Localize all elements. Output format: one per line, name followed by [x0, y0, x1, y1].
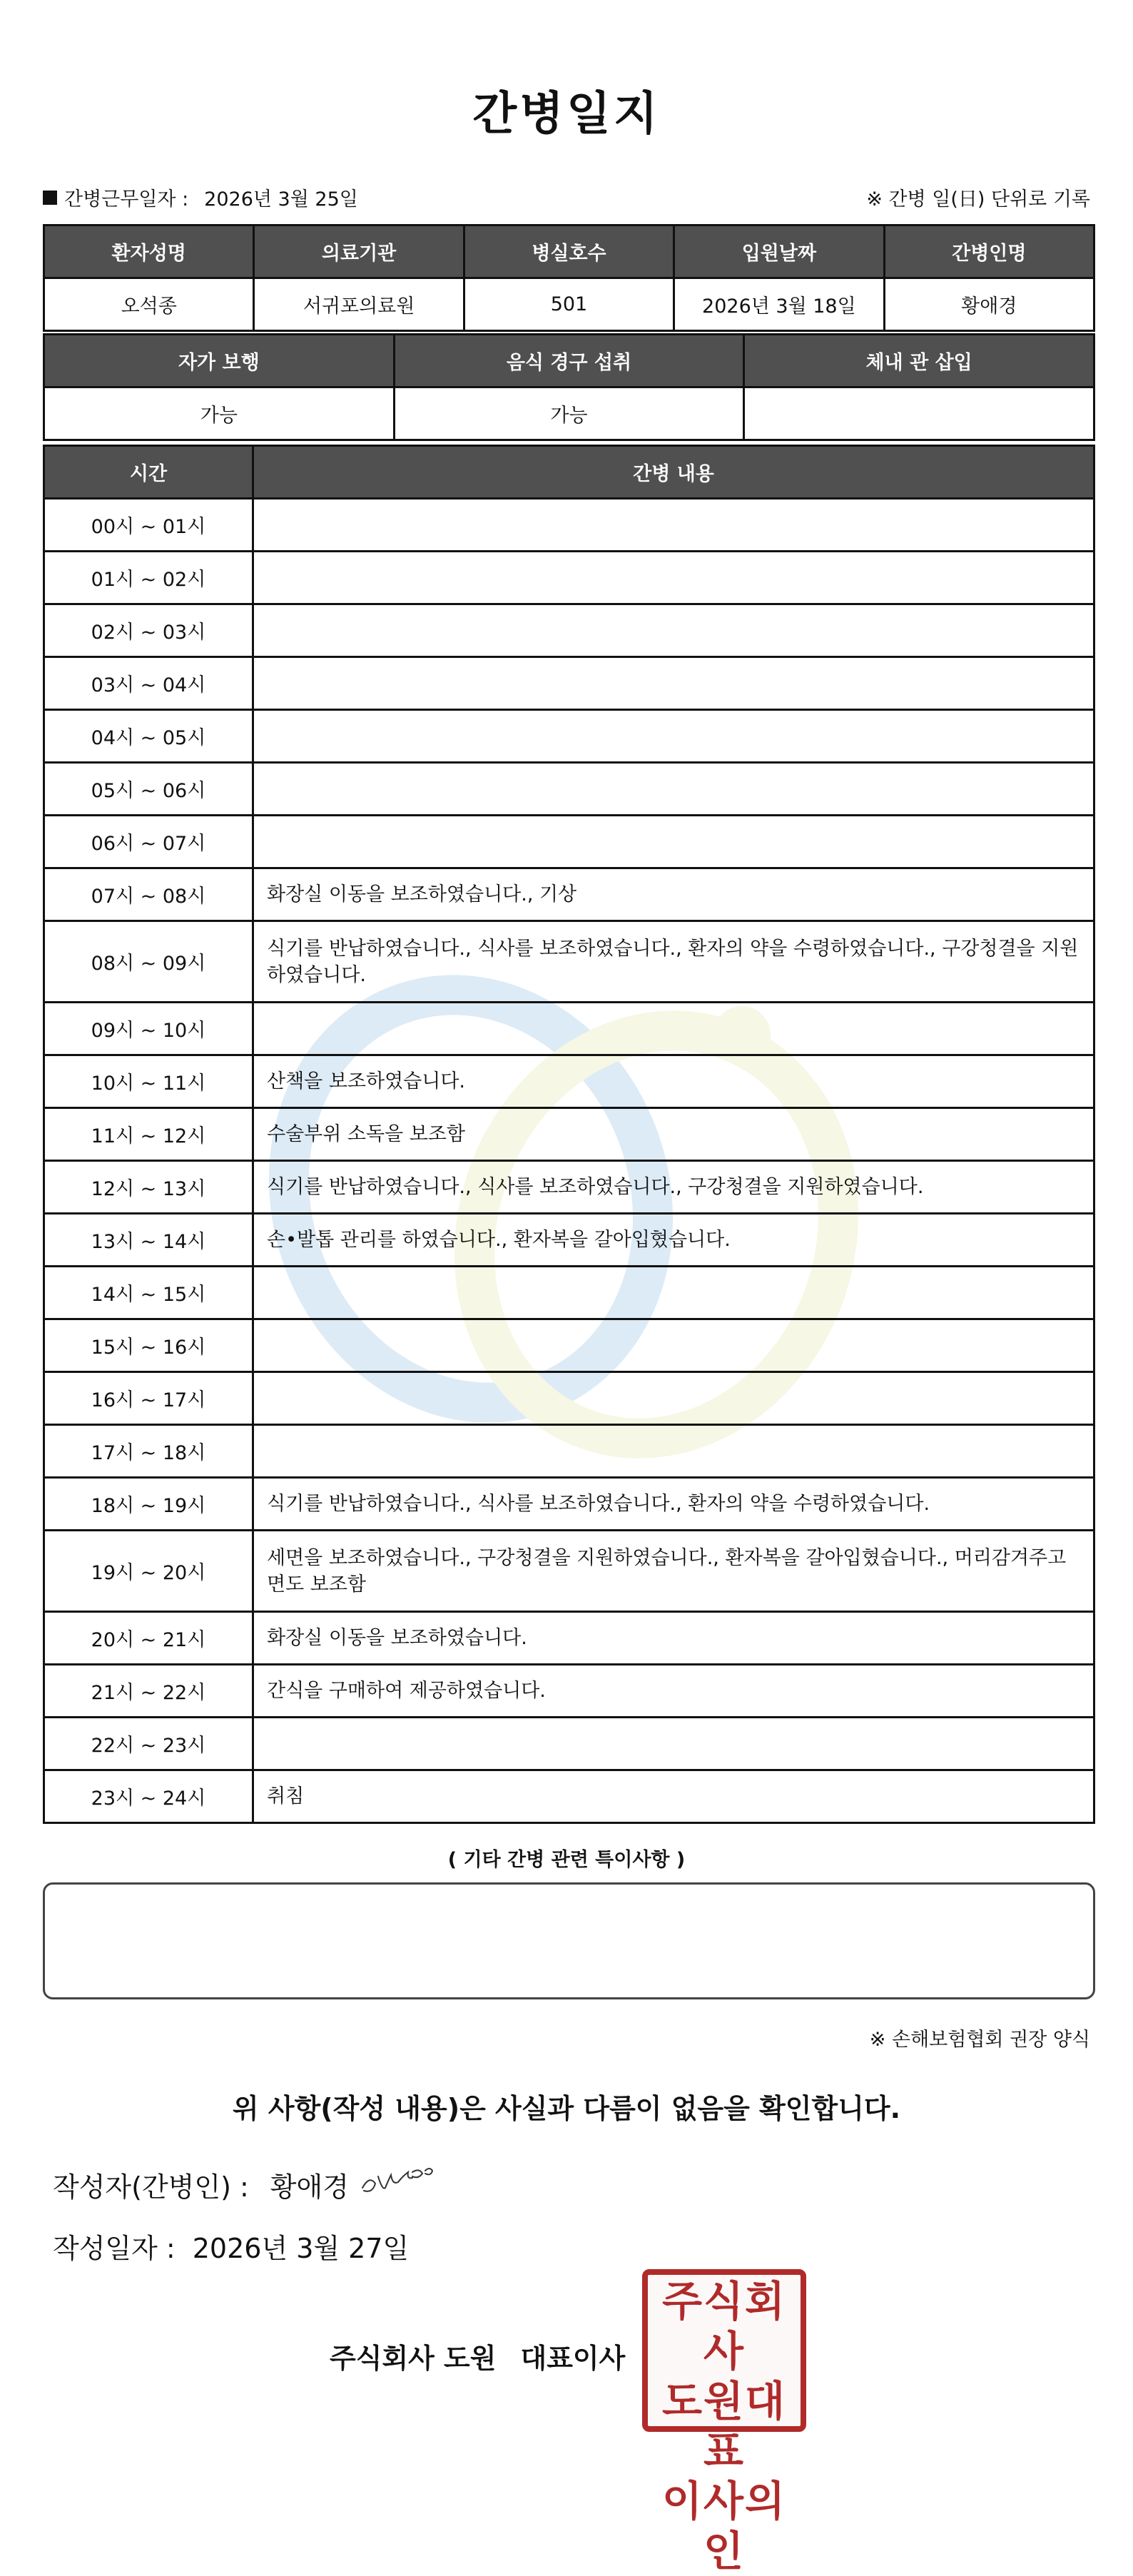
log-note[interactable]	[253, 710, 1094, 763]
header-oral-intake: 음식 경구 섭취	[394, 335, 744, 387]
log-note[interactable]	[253, 1372, 1094, 1425]
write-date-row	[53, 2226, 409, 2266]
log-note[interactable]	[253, 816, 1094, 868]
log-note[interactable]: 식기를 반납하였습니다., 식사를 보조하였습니다., 구강청결을 지원하였습니다.	[253, 1161, 1094, 1214]
log-row	[44, 552, 1094, 604]
work-date-label: 간병근무일자 :	[64, 188, 189, 211]
log-time: 14시 ~ 15시	[44, 1267, 253, 1319]
log-note[interactable]	[253, 1267, 1094, 1319]
log-time: 21시 ~ 22시	[44, 1665, 253, 1718]
log-note[interactable]	[253, 499, 1094, 552]
caregiver-name: 황애경	[884, 278, 1094, 331]
log-row	[44, 1531, 1094, 1612]
log-row	[44, 1214, 1094, 1267]
page-title: 간병일지	[472, 88, 661, 141]
log-time: 15시 ~ 16시	[44, 1319, 253, 1372]
log-time: 06시 ~ 07시	[44, 816, 253, 868]
log-note[interactable]: 수술부위 소독을 보조함	[253, 1108, 1094, 1161]
header-time: 시간	[44, 446, 253, 499]
log-row	[44, 1770, 1094, 1823]
log-time: 01시 ~ 02시	[44, 552, 253, 604]
log-note[interactable]: 손•발톱 관리를 하였습니다., 환자복을 갈아입혔습니다.	[253, 1214, 1094, 1267]
log-row	[44, 1055, 1094, 1108]
seal-line: 도원대표	[661, 2377, 787, 2475]
daily-record-note: ※ 간병 일(日) 단위로 기록	[866, 188, 1090, 211]
log-row	[44, 1372, 1094, 1425]
patient-info-table	[43, 224, 1095, 332]
log-time: 02시 ~ 03시	[44, 604, 253, 657]
log-time: 16시 ~ 17시	[44, 1372, 253, 1425]
log-time: 07시 ~ 08시	[44, 868, 253, 921]
log-note[interactable]: 식기를 반납하였습니다., 식사를 보조하였습니다., 환자의 약을 수령하였습니다., 구강청결을 지원하였습니다.	[253, 921, 1094, 1003]
log-row	[44, 1478, 1094, 1531]
log-row	[44, 1612, 1094, 1665]
header-room: 병실호수	[464, 225, 674, 278]
log-note[interactable]	[253, 1319, 1094, 1372]
special-notes-box[interactable]	[43, 1882, 1095, 1999]
seal-line: 이사의인	[661, 2477, 787, 2575]
log-row	[44, 657, 1094, 710]
log-note[interactable]	[253, 1425, 1094, 1478]
tube-insertion-value	[744, 387, 1094, 440]
log-note[interactable]	[253, 1718, 1094, 1770]
log-note[interactable]: 세면을 보조하였습니다., 구강청결을 지원하였습니다., 환자복을 갈아입혔습니다., 머리감겨주고 면도 보조함	[253, 1531, 1094, 1612]
log-note[interactable]: 취침	[253, 1770, 1094, 1823]
log-time: 05시 ~ 06시	[44, 763, 253, 816]
log-note[interactable]	[253, 657, 1094, 710]
log-time: 13시 ~ 14시	[44, 1214, 253, 1267]
log-row	[44, 868, 1094, 921]
header-admission-date: 입원날짜	[674, 225, 884, 278]
header-patient-name: 환자성명	[44, 225, 254, 278]
log-note[interactable]: 간식을 구매하여 제공하였습니다.	[253, 1665, 1094, 1718]
log-time: 18시 ~ 19시	[44, 1478, 253, 1531]
log-row	[44, 763, 1094, 816]
header-tube-insertion: 체내 관 삽입	[744, 335, 1094, 387]
log-time: 22시 ~ 23시	[44, 1718, 253, 1770]
log-row	[44, 710, 1094, 763]
log-row	[44, 1665, 1094, 1718]
log-time: 04시 ~ 05시	[44, 710, 253, 763]
log-row	[44, 816, 1094, 868]
log-row	[44, 1161, 1094, 1214]
patient-status-table	[43, 333, 1095, 441]
log-time: 03시 ~ 04시	[44, 657, 253, 710]
company-seal-stamp	[642, 2269, 806, 2575]
log-row	[44, 1108, 1094, 1161]
log-time: 20시 ~ 21시	[44, 1612, 253, 1665]
company-row	[330, 2336, 625, 2375]
log-note[interactable]	[253, 763, 1094, 816]
company-name: 주식회사 도원	[330, 2343, 497, 2374]
admission-date: 2026년 3월 18일	[674, 278, 884, 331]
special-notes-title: ( 기타 간병 관련 특이사항 )	[447, 1849, 686, 1871]
log-time: 09시 ~ 10시	[44, 1003, 253, 1055]
ceo-label: 대표이사	[520, 2343, 626, 2374]
log-row	[44, 604, 1094, 657]
work-date: 2026년 3월 25일	[204, 188, 358, 211]
log-time: 19시 ~ 20시	[44, 1531, 253, 1612]
log-time: 11시 ~ 12시	[44, 1108, 253, 1161]
care-log-rows	[44, 499, 1094, 1823]
work-date-row	[43, 183, 358, 211]
header-care-content: 간병 내용	[253, 446, 1094, 499]
form-source-note: ※ 손해보험협회 권장 양식	[869, 2029, 1090, 2051]
handwritten-signature	[357, 2155, 471, 2205]
writer-row	[53, 2165, 349, 2204]
log-row	[44, 1718, 1094, 1770]
log-note[interactable]: 화장실 이동을 보조하였습니다., 기상	[253, 868, 1094, 921]
writer-label: 작성자(간병인) :	[53, 2171, 249, 2203]
log-row	[44, 921, 1094, 1003]
confirmation-statement: 위 사항(작성 내용)은 사실과 다름이 없음을 확인합니다.	[232, 2093, 901, 2124]
log-note[interactable]	[253, 552, 1094, 604]
header-hospital: 의료기관	[254, 225, 464, 278]
write-date-label: 작성일자 :	[53, 2233, 176, 2264]
hospital: 서귀포의료원	[254, 278, 464, 331]
writer-name: 황애경	[270, 2171, 349, 2203]
log-time: 08시 ~ 09시	[44, 921, 253, 1003]
log-row	[44, 1425, 1094, 1478]
write-date-value: 2026년 3월 27일	[192, 2233, 410, 2264]
header-caregiver-name: 간병인명	[884, 225, 1094, 278]
seal-line: 주식회사	[661, 2277, 787, 2375]
patient-name: 오석종	[44, 278, 254, 331]
square-bullet-icon	[43, 191, 57, 205]
header-self-walking: 자가 보행	[44, 335, 395, 387]
log-note[interactable]: 식기를 반납하였습니다., 식사를 보조하였습니다., 환자의 약을 수령하였습니다.	[253, 1478, 1094, 1531]
log-time: 10시 ~ 11시	[44, 1055, 253, 1108]
log-note[interactable]	[253, 1003, 1094, 1055]
log-note[interactable]	[253, 604, 1094, 657]
log-note[interactable]: 산책을 보조하였습니다.	[253, 1055, 1094, 1108]
log-row	[44, 1003, 1094, 1055]
log-time: 17시 ~ 18시	[44, 1425, 253, 1478]
log-row	[44, 1267, 1094, 1319]
self-walking-value: 가능	[44, 387, 395, 440]
oral-intake-value: 가능	[394, 387, 744, 440]
log-time: 12시 ~ 13시	[44, 1161, 253, 1214]
log-time: 23시 ~ 24시	[44, 1770, 253, 1823]
log-note[interactable]: 화장실 이동을 보조하였습니다.	[253, 1612, 1094, 1665]
log-row	[44, 499, 1094, 552]
log-time: 00시 ~ 01시	[44, 499, 253, 552]
room-number: 501	[464, 278, 674, 331]
log-row	[44, 1319, 1094, 1372]
care-log-table	[43, 445, 1095, 1824]
